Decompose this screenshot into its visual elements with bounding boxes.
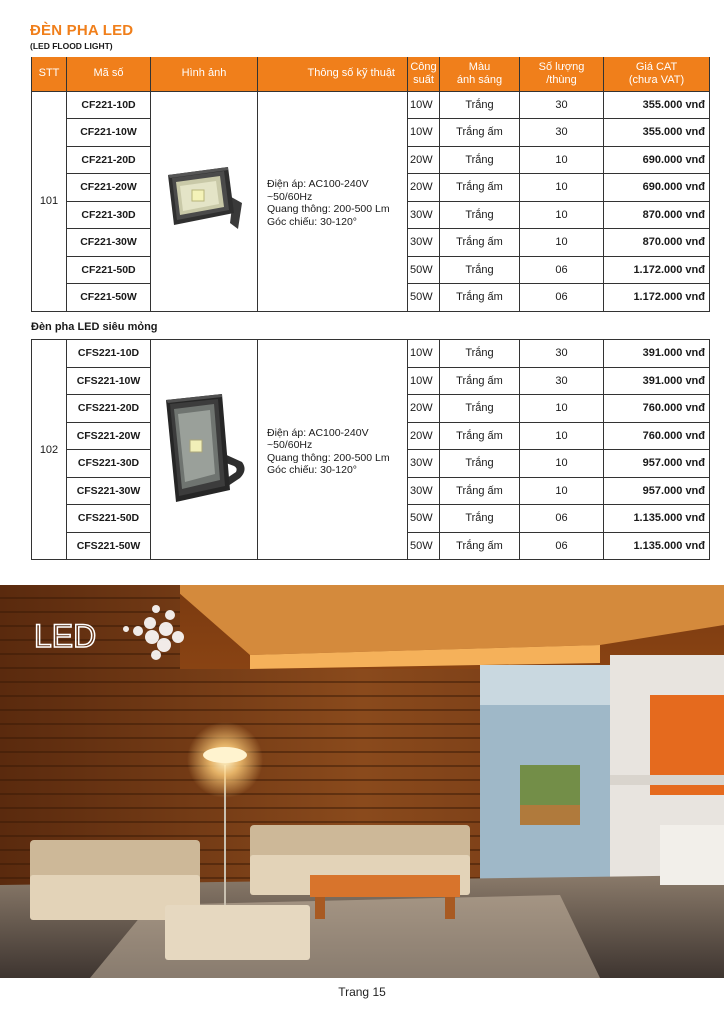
product-code: CFS221-10W (67, 367, 151, 395)
price: 1.135.000 vnđ (604, 505, 710, 533)
power: 50W (408, 256, 440, 284)
light-color: Trắng (440, 146, 520, 174)
header-qty-line2: /thùng (546, 73, 577, 86)
header-power-line2: suất (413, 73, 434, 86)
light-color: Trắng ấm (440, 229, 520, 257)
led-logo-text: LED (34, 618, 97, 654)
product-code: CF221-20D (67, 146, 151, 174)
power: 10W (408, 91, 440, 119)
product-code: CF221-50W (67, 284, 151, 312)
power: 20W (408, 422, 440, 450)
power: 50W (408, 532, 440, 560)
power: 20W (408, 146, 440, 174)
light-color: Trắng ấm (440, 174, 520, 202)
page-number: Trang 15 (338, 985, 386, 999)
quantity: 10 (520, 229, 604, 257)
living-room-illustration (0, 585, 724, 978)
price: 957.000 vnđ (604, 477, 710, 505)
spec-frequency: ~50/60Hz (267, 439, 313, 451)
price: 690.000 vnđ (604, 146, 710, 174)
header-qty-line1: Số lượng (538, 60, 585, 73)
spec-beam-angle: Góc chiếu: 30-120° (267, 464, 358, 476)
power: 10W (408, 119, 440, 147)
product-code: CF221-10W (67, 119, 151, 147)
power: 30W (408, 477, 440, 505)
quantity: 10 (520, 450, 604, 478)
light-color: Trắng ấm (440, 532, 520, 560)
power: 30W (408, 201, 440, 229)
product-code: CF221-10D (67, 91, 151, 119)
product-code: CFS221-20D (67, 395, 151, 423)
power: 10W (408, 367, 440, 395)
quantity: 30 (520, 340, 604, 368)
product-code: CFS221-30W (67, 477, 151, 505)
table-row (32, 340, 710, 368)
quantity: 10 (520, 146, 604, 174)
price: 1.135.000 vnđ (604, 532, 710, 560)
header-price-line1: Giá CAT (635, 60, 678, 73)
product-code: CF221-20W (67, 174, 151, 202)
light-color: Trắng (440, 91, 520, 119)
row-stt: 102 (32, 340, 67, 560)
quantity: 10 (520, 422, 604, 450)
header-specs: Thông số kỹ thuật (258, 57, 408, 91)
quantity: 06 (520, 256, 604, 284)
page-subtitle: (LED FLOOD LIGHT) (30, 41, 113, 51)
light-color: Trắng ấm (440, 477, 520, 505)
light-color: Trắng (440, 505, 520, 533)
quantity: 10 (520, 477, 604, 505)
price: 355.000 vnđ (604, 119, 710, 147)
product-code: CF221-30D (67, 201, 151, 229)
price: 690.000 vnđ (604, 174, 710, 202)
power: 50W (408, 284, 440, 312)
quantity: 06 (520, 505, 604, 533)
header-color-line2: ánh sáng (456, 73, 503, 86)
spec-beam-angle: Góc chiếu: 30-120° (267, 215, 358, 228)
header-color (440, 57, 520, 91)
price: 957.000 vnđ (604, 450, 710, 478)
light-color: Trắng ấm (440, 284, 520, 312)
header-color-line1: Màu (468, 60, 491, 73)
price: 391.000 vnđ (604, 340, 710, 368)
quantity: 10 (520, 395, 604, 423)
header-price (604, 57, 710, 91)
header-image: Hình ảnh (151, 57, 258, 91)
price-table-flood-light (31, 57, 710, 312)
product-code: CFS221-20W (67, 422, 151, 450)
header-price-line2: (chưa VAT) (628, 73, 685, 86)
price: 391.000 vnđ (604, 367, 710, 395)
header-qty (520, 57, 604, 91)
price: 870.000 vnđ (604, 201, 710, 229)
power: 20W (408, 174, 440, 202)
product-code: CF221-30W (67, 229, 151, 257)
product-code: CFS221-50W (67, 532, 151, 560)
table-header-row (32, 57, 710, 91)
price: 1.172.000 vnđ (604, 284, 710, 312)
product-image-cell (151, 91, 258, 311)
light-color: Trắng (440, 256, 520, 284)
page-title: ĐÈN PHA LED (30, 22, 134, 39)
quantity: 30 (520, 367, 604, 395)
spec-luminous-flux: Quang thông: 200-500 Lm (267, 451, 390, 464)
spec-voltage: Điện áp: AC100-240V (267, 426, 369, 439)
row-stt: 101 (32, 91, 67, 311)
quantity: 30 (520, 91, 604, 119)
quantity: 10 (520, 174, 604, 202)
section-label-ultra-slim: Đèn pha LED siêu mỏng (31, 321, 158, 333)
product-code: CF221-50D (67, 256, 151, 284)
light-color: Trắng ấm (440, 119, 520, 147)
light-color: Trắng (440, 201, 520, 229)
header-power-line1: Công (410, 60, 437, 73)
power: 30W (408, 450, 440, 478)
price: 760.000 vnđ (604, 422, 710, 450)
light-color: Trắng (440, 340, 520, 368)
power: 20W (408, 395, 440, 423)
slim-flood-light-image (158, 390, 250, 510)
power: 30W (408, 229, 440, 257)
quantity: 30 (520, 119, 604, 147)
header-stt: STT (32, 57, 67, 91)
price: 1.172.000 vnđ (604, 256, 710, 284)
light-color: Trắng ấm (440, 367, 520, 395)
quantity: 06 (520, 284, 604, 312)
price: 355.000 vnđ (604, 91, 710, 119)
price: 870.000 vnđ (604, 229, 710, 257)
power: 50W (408, 505, 440, 533)
price-table-ultra-slim-flood-light (31, 339, 710, 560)
price: 760.000 vnđ (604, 395, 710, 423)
spec-cell (258, 340, 408, 560)
product-code: CFS221-10D (67, 340, 151, 368)
light-color: Trắng (440, 395, 520, 423)
product-code: CFS221-50D (67, 505, 151, 533)
table-row (32, 91, 710, 119)
header-power (408, 57, 440, 91)
header-code: Mã số (67, 57, 151, 91)
spec-frequency: ~50/60Hz (267, 190, 313, 203)
product-image-cell (151, 340, 258, 560)
product-code: CFS221-30D (67, 450, 151, 478)
spec-luminous-flux: Quang thông: 200-500 Lm (267, 203, 390, 215)
light-color: Trắng (440, 450, 520, 478)
power: 10W (408, 340, 440, 368)
spec-cell (258, 91, 408, 311)
flood-light-image (158, 163, 250, 239)
quantity: 10 (520, 201, 604, 229)
light-color: Trắng ấm (440, 422, 520, 450)
spec-voltage: Điện áp: AC100-240V (267, 178, 369, 190)
quantity: 06 (520, 532, 604, 560)
interior-photo-banner (0, 585, 724, 978)
